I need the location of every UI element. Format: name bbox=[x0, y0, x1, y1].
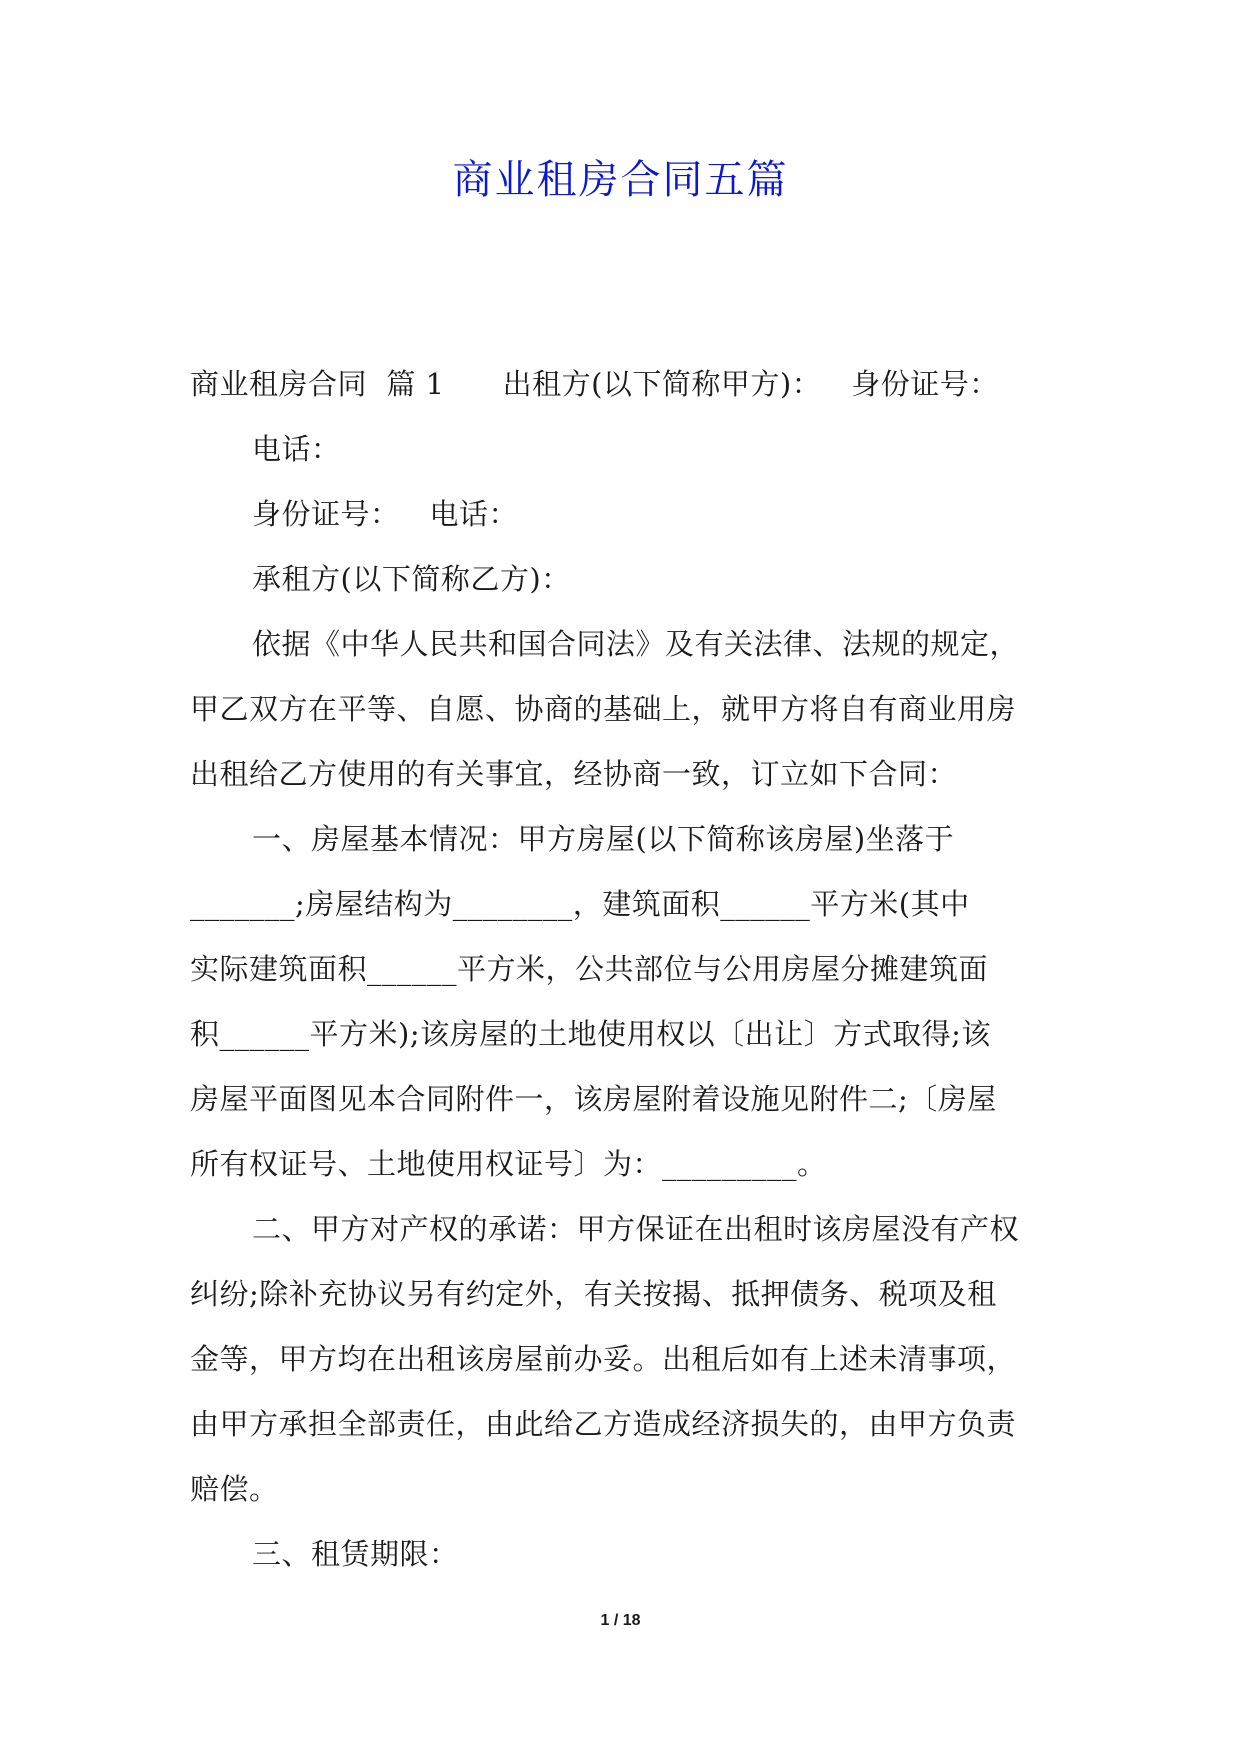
document-title: 商业租房合同五篇 bbox=[452, 157, 789, 203]
section1-line-2: _______;房屋结构为________，建筑面积______平方米(其中 bbox=[190, 887, 970, 921]
section1-line-1: 一、房屋基本情况：甲方房屋(以下简称该房屋)坐落于 bbox=[252, 822, 955, 856]
section1-line-6: 所有权证号、土地使用权证号〕为：_________。 bbox=[190, 1147, 827, 1181]
intro-line-2: 甲乙双方在平等、自愿、协商的基础上，就甲方将自有商业用房 bbox=[190, 692, 1017, 726]
section2-line-2: 纠纷;除补充协议另有约定外，有关按揭、抵押债务、税项及租 bbox=[190, 1277, 997, 1311]
tenant-id-line bbox=[190, 482, 1054, 547]
section2-line-3: 金等，甲方均在出租该房屋前办妥。出租后如有上述未清事项， bbox=[190, 1342, 1017, 1376]
section2-line-5: 赔偿。 bbox=[190, 1472, 279, 1506]
contract-heading: 商业租房合同 篇 1 bbox=[190, 367, 445, 401]
section1-line-5: 房屋平面图见本合同附件一，该房屋附着设施见附件二;〔房屋 bbox=[190, 1082, 997, 1116]
tenant-id-label: 身份证号： bbox=[252, 497, 400, 531]
landlord-phone-label: 电话： bbox=[252, 432, 341, 466]
intro-line-1: 依据《中华人民共和国合同法》及有关法律、法规的规定， bbox=[252, 627, 1020, 661]
intro-line-3: 出租给乙方使用的有关事宜，经协商一致，订立如下合同： bbox=[190, 757, 958, 791]
tenant-label: 承租方(以下简称乙方)： bbox=[252, 562, 571, 596]
section1-line-3: 实际建筑面积______平方米，公共部位与公用房屋分摊建筑面 bbox=[190, 952, 989, 986]
section1-line-4: 积______平方米);该房屋的土地使用权以〔出让〕方式取得;该 bbox=[190, 1017, 991, 1051]
landlord-id-label: 身份证号： bbox=[851, 367, 999, 401]
section2-line-1: 二、甲方对产权的承诺：甲方保证在出租时该房屋没有产权 bbox=[252, 1212, 1020, 1246]
landlord-phone-line bbox=[190, 417, 1054, 482]
section2-line-4: 由甲方承担全部责任，由此给乙方造成经济损失的，由甲方负责 bbox=[190, 1407, 1017, 1441]
section3-title: 三、租赁期限： bbox=[252, 1537, 459, 1571]
tenant-phone-label: 电话： bbox=[429, 497, 519, 531]
contract-header-line bbox=[190, 352, 1054, 417]
page-number: 1 / 18 bbox=[600, 1612, 641, 1629]
landlord-label: 出租方(以下简称甲方)： bbox=[502, 367, 822, 401]
tenant-line bbox=[190, 547, 1054, 612]
contract-body bbox=[190, 352, 1054, 1587]
